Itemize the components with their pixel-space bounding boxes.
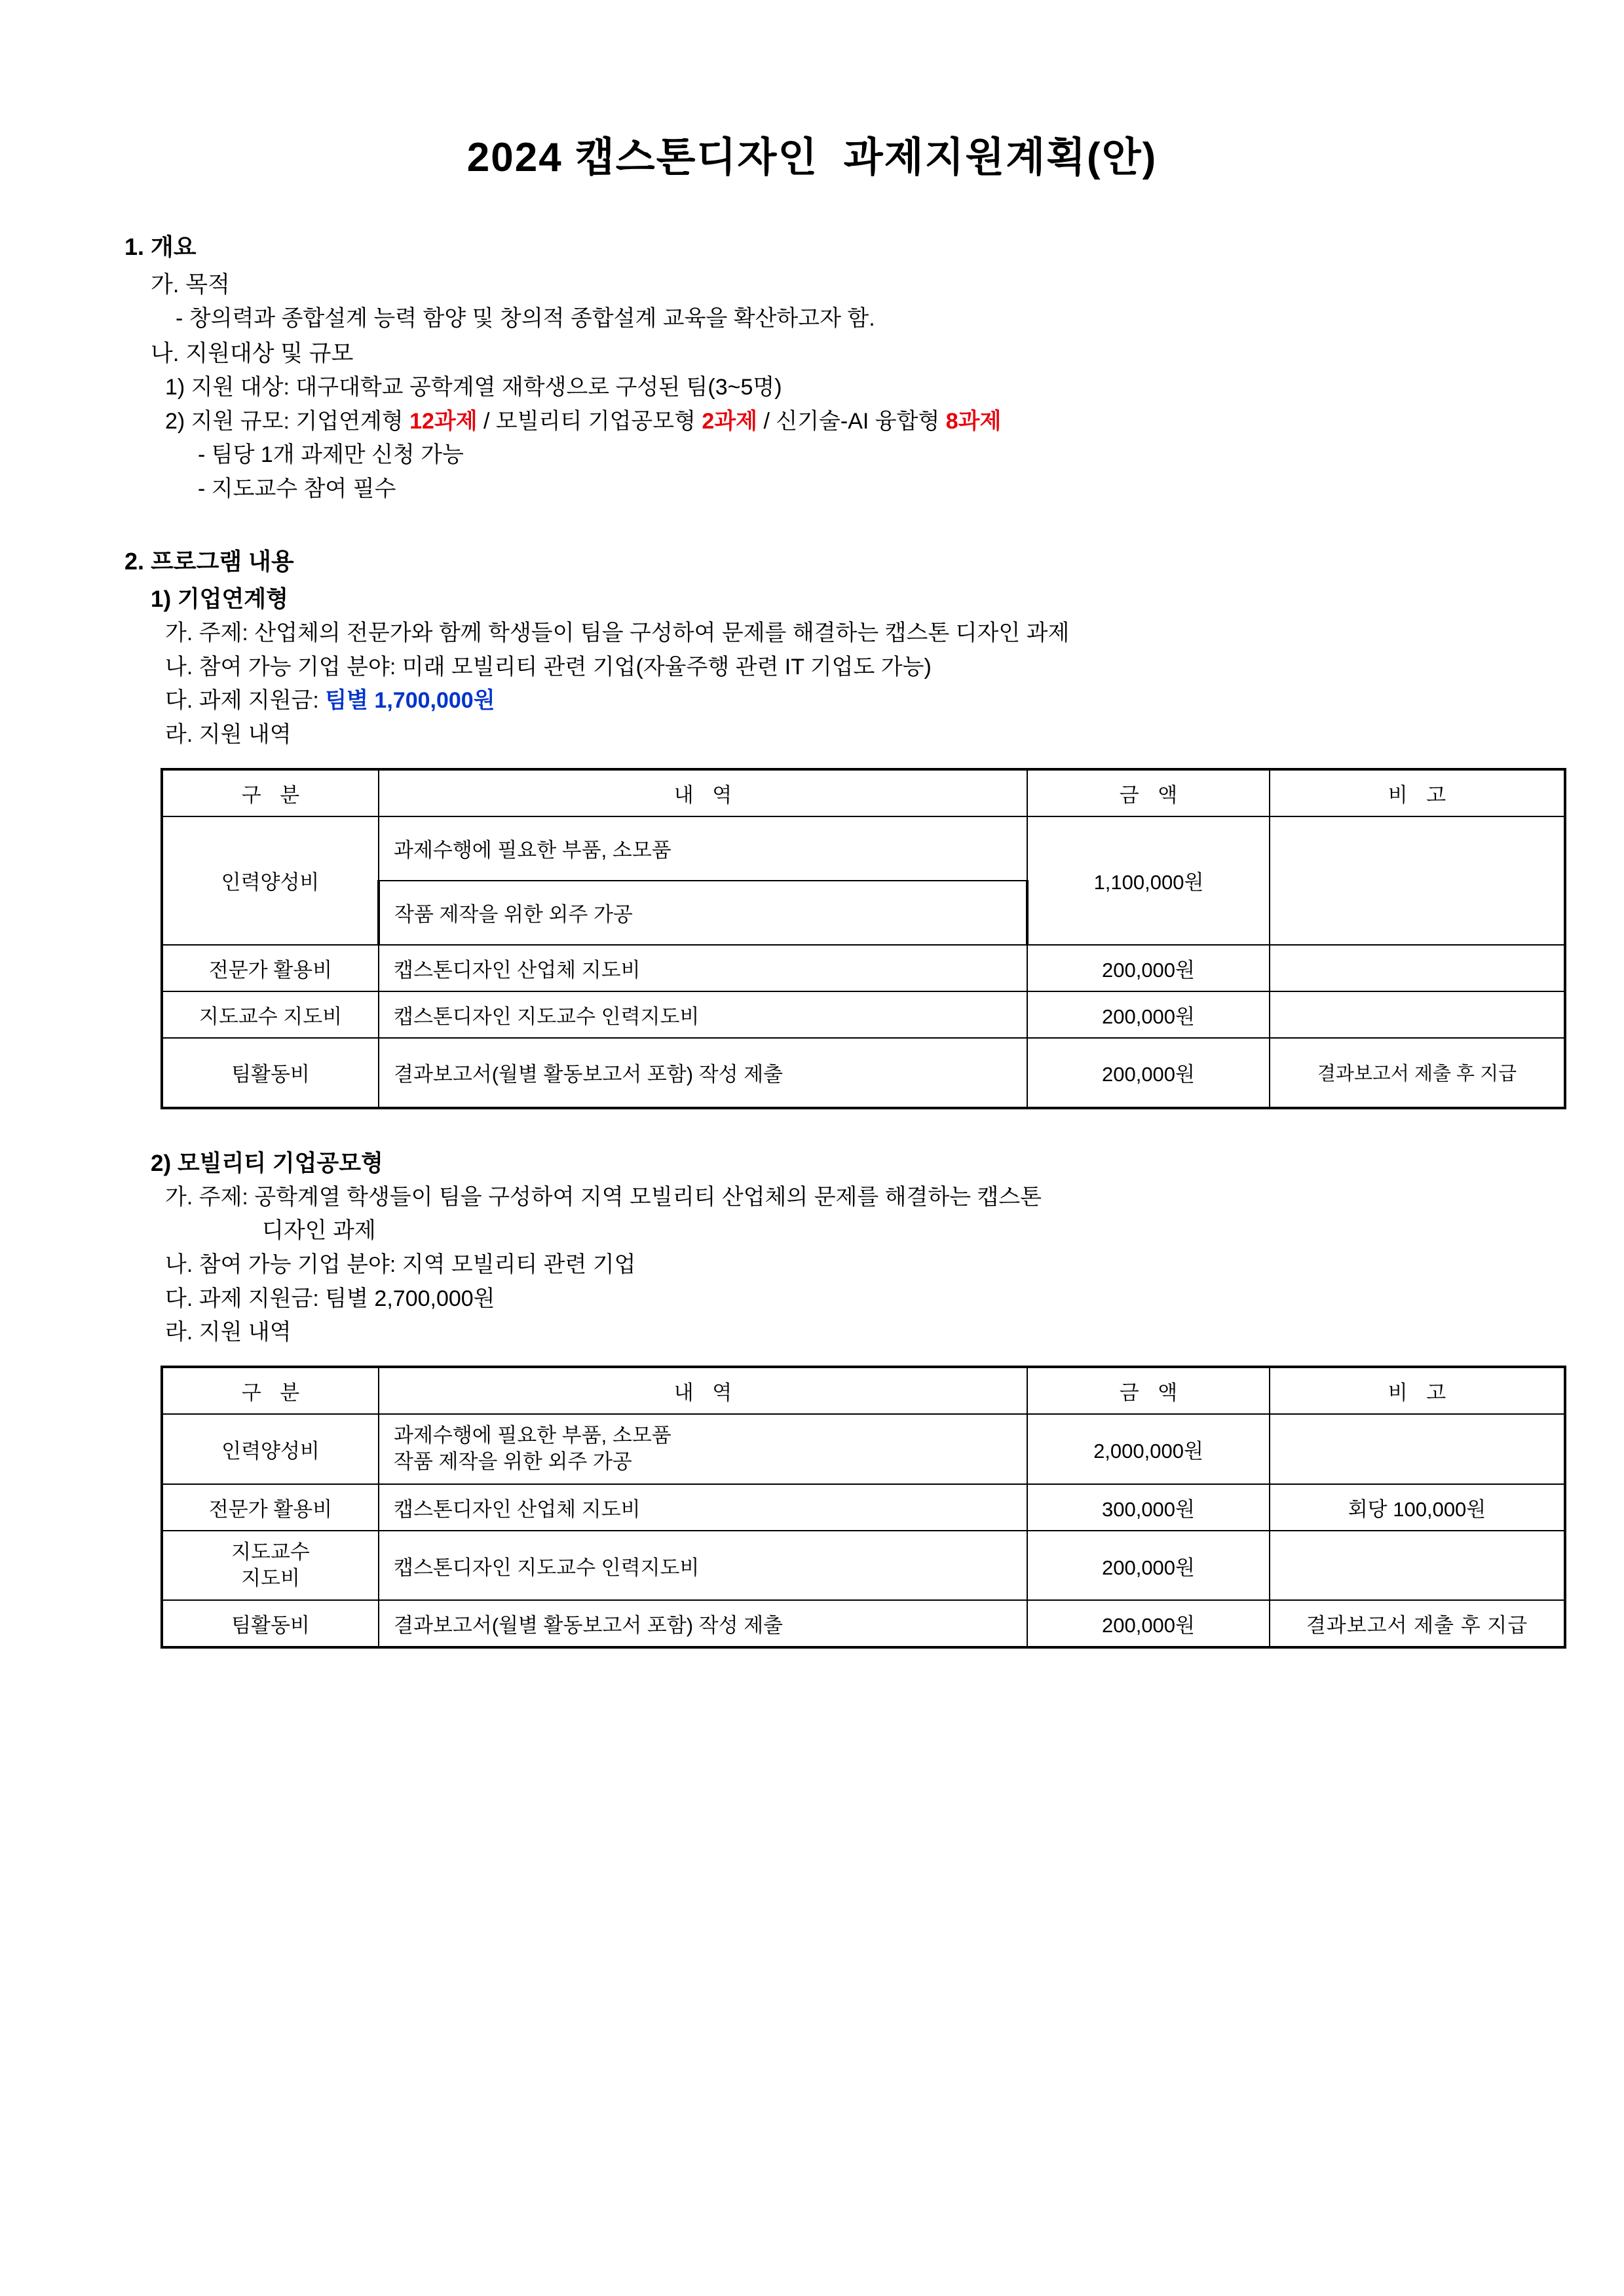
section-1-item-b-dash-1: - 팀당 1개 과제만 신청 가능 [198, 442, 464, 468]
cell-category: 팀활동비 [162, 1600, 379, 1647]
cell-category: 인력양성비 [162, 1414, 379, 1484]
program-1-item-a: 가. 주제: 산업체의 전문가와 함께 학생들이 팀을 구성하여 문제를 해결하는 캡스톤 디자인 과제 [165, 620, 1070, 645]
cell-category: 지도교수 지도비 [162, 1531, 379, 1601]
cell-detail-line: 과제수행에 필요한 부품, 소모품 [394, 1424, 671, 1447]
table-row [162, 1600, 1565, 1647]
section-1-item-a: 가. 목적 [151, 272, 230, 297]
cell-detail: 결과보고서(월별 활동보고서 포함) 작성 제출 [379, 1600, 1027, 1647]
cell-amount: 200,000원 [1027, 1531, 1270, 1601]
cell-detail-line: 작품 제작을 위한 외주 가공 [394, 1450, 632, 1474]
table-row [162, 1531, 1565, 1601]
cell-note [1270, 991, 1565, 1038]
count-corporate-linked: 12과제 [409, 408, 478, 434]
table-row [162, 945, 1565, 991]
page-title: 2024 캡스톤디자인 과제지원계획(안) [466, 135, 1158, 180]
table-header-row [162, 1367, 1565, 1414]
cell-amount: 200,000원 [1027, 991, 1270, 1038]
cell-detail: 캡스톤디자인 지도교수 인력지도비 [379, 991, 1027, 1038]
cell-note [1270, 945, 1565, 991]
program-1-fund-amount: 팀별 1,700,000원 [325, 688, 495, 714]
program-2-item-a: 가. 주제: 공학계열 학생들이 팀을 구성하여 지역 모빌리티 산업체의 문제를 해결하는 캡스톤 [165, 1184, 1042, 1210]
cell-amount: 1,100,000원 [1027, 816, 1270, 945]
support-scale-prefix: 2) 지원 규모: 기업연계형 [165, 408, 410, 434]
count-ai-convergence: 8과제 [945, 408, 1002, 434]
cell-amount: 300,000원 [1027, 1484, 1270, 1531]
header-amount: 금 액 [1027, 1367, 1270, 1414]
cell-note: 회당 100,000원 [1270, 1484, 1565, 1531]
cell-amount: 200,000원 [1027, 1038, 1270, 1108]
section-1-item-a-dash-1: - 창의력과 종합설계 능력 함양 및 창의적 종합설계 교육을 확산하고자 함. [176, 306, 875, 332]
header-note: 비 고 [1270, 769, 1565, 816]
cell-category: 팀활동비 [162, 1038, 379, 1108]
program-1-title: 1) 기업연계형 [151, 586, 288, 612]
cell-category: 전문가 활용비 [162, 945, 379, 991]
program-2-title: 2) 모빌리티 기업공모형 [151, 1150, 383, 1176]
program-1-item-c [165, 684, 1500, 718]
header-category: 구 분 [162, 769, 379, 816]
table-row [162, 1414, 1565, 1484]
header-amount: 금 액 [1027, 769, 1270, 816]
header-category: 구 분 [162, 1367, 379, 1414]
table-row [162, 816, 1565, 881]
cell-detail: 캡스톤디자인 지도교수 인력지도비 [379, 1531, 1027, 1601]
program-1-fund-prefix: 다. 과제 지원금: [165, 688, 326, 714]
program-1-item-d: 라. 지원 내역 [165, 721, 292, 747]
count-mobility-open: 2과제 [702, 408, 758, 434]
cell-detail: 작품 제작을 위한 외주 가공 [379, 881, 1027, 945]
cell-note: 결과보고서 제출 후 지급 [1270, 1600, 1565, 1647]
header-note: 비 고 [1270, 1367, 1565, 1414]
cell-note: 결과보고서 제출 후 지급 [1270, 1038, 1565, 1108]
program-1-budget-table [161, 768, 1566, 1109]
cell-amount: 2,000,000원 [1027, 1414, 1270, 1484]
table-row [162, 991, 1565, 1038]
table-row [162, 1038, 1565, 1108]
cell-detail: 캡스톤디자인 산업체 지도비 [379, 1484, 1027, 1531]
cell-detail: 결과보고서(월별 활동보고서 포함) 작성 제출 [379, 1038, 1027, 1108]
program-2-item-a-cont: 디자인 과제 [262, 1218, 376, 1244]
cell-category: 전문가 활용비 [162, 1484, 379, 1531]
cell-category: 지도교수 지도비 [162, 991, 379, 1038]
section-1-heading: 1. 개요 [124, 233, 197, 260]
program-1-item-b: 나. 참여 가능 기업 분야: 미래 모빌리티 관련 기업(자율주행 관련 IT 기업도 가능) [165, 654, 932, 679]
support-scale-mid-1: / 모빌리티 기업공모형 [477, 408, 702, 434]
table-header-row [162, 769, 1565, 816]
header-details: 내 역 [379, 1367, 1027, 1414]
cell-detail: 과제수행에 필요한 부품, 소모품 [379, 816, 1027, 881]
program-2-item-d: 라. 지원 내역 [165, 1320, 292, 1345]
support-scale-mid-2: / 신기술-AI 융합형 [757, 408, 946, 434]
section-1-item-b: 나. 지원대상 및 규모 [151, 340, 354, 366]
cell-details [379, 1414, 1027, 1484]
cell-amount: 200,000원 [1027, 945, 1270, 991]
program-2-item-c: 다. 과제 지원금: 팀별 2,700,000원 [165, 1286, 495, 1311]
section-1-item-b-dash-2: - 지도교수 참여 필수 [198, 476, 396, 502]
cell-note [1270, 816, 1565, 945]
section-1-item-b-2 [165, 405, 1500, 439]
header-details: 내 역 [379, 769, 1027, 816]
program-2-budget-table [161, 1366, 1566, 1649]
section-1-item-b-1: 1) 지원 대상: 대구대학교 공학계열 재학생으로 구성된 팀(3~5명) [165, 375, 782, 400]
cell-note [1270, 1414, 1565, 1484]
cell-category: 인력양성비 [162, 816, 379, 945]
cell-note [1270, 1531, 1565, 1601]
section-2-heading: 2. 프로그램 내용 [124, 547, 294, 575]
table-row [162, 1484, 1565, 1531]
program-2-item-b: 나. 참여 가능 기업 분야: 지역 모빌리티 관련 기업 [165, 1252, 636, 1278]
cell-amount: 200,000원 [1027, 1600, 1270, 1647]
cell-detail: 캡스톤디자인 산업체 지도비 [379, 945, 1027, 991]
